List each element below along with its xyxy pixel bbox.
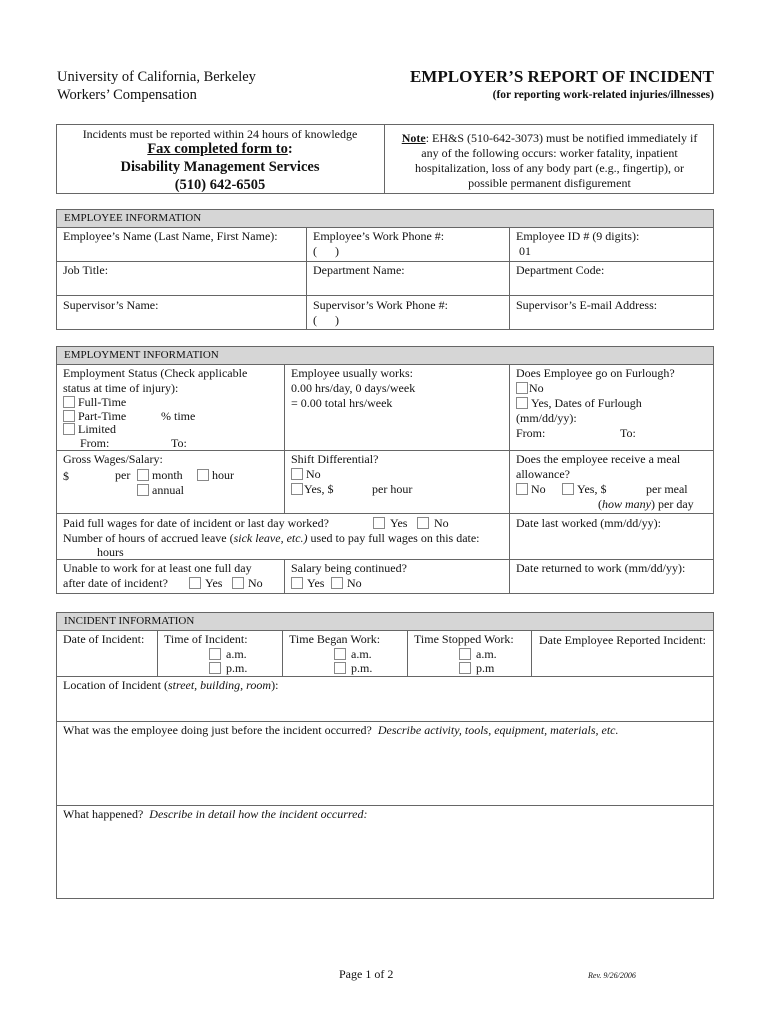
date-returned-label: Date returned to work (mm/dd/yy): <box>516 561 686 575</box>
paid-full-yes-option[interactable] <box>373 516 407 531</box>
job-title-label: Job Title: <box>63 263 109 277</box>
location-post: ): <box>271 678 279 692</box>
furlough-to-label: To: <box>620 426 636 440</box>
unable-yes-checkbox[interactable] <box>189 577 201 589</box>
stopped-am-option[interactable] <box>459 647 497 662</box>
dms-phone: (510) 642-6505 <box>174 177 266 193</box>
total-hrs-value: = 0.00 total hrs/week <box>291 396 393 410</box>
meal-no-option[interactable] <box>516 482 546 497</box>
incident-row-line-2 <box>56 721 714 722</box>
employee-col-line-1 <box>306 227 307 330</box>
fax-label: Fax completed form to <box>147 141 288 157</box>
began-am-checkbox[interactable] <box>334 648 346 660</box>
paid-full-no-option[interactable] <box>417 516 449 531</box>
incident-pm-checkbox[interactable] <box>209 662 221 674</box>
supervisor-name-label: Supervisor’s Name: <box>63 298 159 312</box>
doing-question-text: What was the employee doing just before the incident occurred? <box>63 723 372 737</box>
happened-field[interactable] <box>57 824 713 898</box>
limited-to-label: To: <box>171 436 187 450</box>
meal-yes-option[interactable] <box>562 482 606 497</box>
stopped-am-label: a.m. <box>476 647 497 661</box>
employment-col-line-1 <box>284 364 285 513</box>
meal-no-checkbox[interactable] <box>516 483 528 495</box>
wages-annual-option[interactable] <box>137 483 184 498</box>
hrs-day-value: 0.00 hrs/day, 0 days/week <box>291 381 416 395</box>
form-title: EMPLOYER’S REPORT OF INCIDENT <box>409 67 714 86</box>
how-many-text: how many <box>602 497 651 511</box>
accrued-leave-question <box>63 531 480 546</box>
note-line-2: any of the following occurs: worker fatality, inpatient <box>421 146 678 160</box>
org-line-2: Workers’ Compensation <box>57 87 197 103</box>
stopped-pm-label: p.m <box>476 661 495 675</box>
shift-no-option[interactable] <box>291 467 321 482</box>
wages-month-checkbox[interactable] <box>137 469 149 481</box>
incident-col-line-1 <box>157 630 158 676</box>
wages-month-option[interactable] <box>137 468 183 483</box>
note-label: Note <box>401 131 426 145</box>
shift-yes-option[interactable] <box>291 482 333 497</box>
unable-yes-label: Yes <box>205 576 223 590</box>
supervisor-phone-label: Supervisor’s Work Phone #: <box>313 298 448 312</box>
accrued-post: used to pay full wages on this date: <box>307 531 480 545</box>
shift-no-checkbox[interactable] <box>291 468 303 480</box>
employee-col-line-2 <box>509 227 510 330</box>
employee-row-line-1 <box>56 261 714 262</box>
wages-hour-option[interactable] <box>197 468 234 483</box>
paid-full-no-label: No <box>434 516 449 530</box>
employment-row-line-3 <box>56 559 714 560</box>
note-line-4: possible permanent disfigurement <box>468 176 631 190</box>
employee-id-field[interactable]: 01 <box>519 244 531 258</box>
stopped-pm-option[interactable] <box>459 661 494 676</box>
shift-yes-checkbox[interactable] <box>291 483 303 495</box>
stopped-pm-checkbox[interactable] <box>459 662 471 674</box>
meal-no-label: No <box>531 482 546 496</box>
incident-row-line-3 <box>56 805 714 806</box>
employment-section-header: EMPLOYMENT INFORMATION <box>56 346 714 365</box>
unable-work-question-2: after date of incident? <box>63 576 168 590</box>
doing-hint: Describe activity, tools, equipment, materials, etc. <box>377 723 619 737</box>
incident-pm-option[interactable] <box>209 661 247 676</box>
part-time-label: Part-Time <box>78 409 127 423</box>
wages-hour-checkbox[interactable] <box>197 469 209 481</box>
incident-row-line-1 <box>56 676 714 677</box>
wages-annual-checkbox[interactable] <box>137 484 149 496</box>
incident-am-option[interactable] <box>209 647 247 662</box>
unable-yes-option[interactable] <box>189 576 222 591</box>
furlough-no-label: No <box>529 381 544 395</box>
incident-col-line-4 <box>531 630 532 676</box>
furlough-yes-label: Yes, Dates of Furlough <box>531 396 642 410</box>
dms-dept: Disability Management Services <box>120 159 320 175</box>
unable-no-label: No <box>248 576 263 590</box>
limited-checkbox[interactable] <box>63 423 75 435</box>
shift-yes-label: Yes, $ <box>304 482 334 496</box>
accrued-hours-label: hours <box>97 545 124 559</box>
employee-section-header: EMPLOYEE INFORMATION <box>56 209 714 228</box>
happened-hint: Describe in detail how the incident occurred: <box>149 807 368 821</box>
status-label-2: status at time of injury): <box>63 381 179 395</box>
gross-wages-label: Gross Wages/Salary: <box>63 452 163 466</box>
paid-full-yes-label: Yes <box>390 516 408 530</box>
employment-row-line-2 <box>56 513 714 514</box>
limited-label: Limited <box>78 422 116 436</box>
employment-row-line-1 <box>56 450 714 451</box>
shift-no-label: No <box>306 467 321 481</box>
note-text-1: : EH&S (510-642-3073) must be notified immediately if <box>425 131 698 145</box>
doing-field[interactable] <box>57 740 713 804</box>
salary-yes-option[interactable] <box>291 576 324 591</box>
note-line-3: hospitalization, loss of any body part (e.g., fingertip), or <box>415 161 684 175</box>
meal-question-2: allowance? <box>516 467 570 481</box>
meal-per-day: (how many) per day <box>598 497 694 511</box>
salary-no-checkbox[interactable] <box>331 577 343 589</box>
meal-yes-checkbox[interactable] <box>562 483 574 495</box>
full-time-label: Full-Time <box>78 395 127 409</box>
salary-no-option[interactable] <box>331 576 362 591</box>
employment-col-line-1b <box>284 559 285 594</box>
location-italic: street, building, room <box>167 678 272 692</box>
incident-am-checkbox[interactable] <box>209 648 221 660</box>
time-stopped-label: Time Stopped Work: <box>414 632 514 646</box>
wages-dollar-sign: $ <box>63 469 69 483</box>
date-reported-label: Date Employee Reported Incident: <box>539 633 706 647</box>
meal-per-meal-label: per meal <box>646 482 688 496</box>
salary-yes-label: Yes <box>307 576 325 590</box>
paid-full-no-checkbox[interactable] <box>417 517 429 529</box>
employee-row-line-2 <box>56 295 714 296</box>
furlough-question: Does Employee go on Furlough? <box>516 366 675 380</box>
salary-no-label: No <box>347 576 362 590</box>
unable-work-question-1: Unable to work for at least one full day <box>63 561 252 575</box>
part-time-checkbox[interactable] <box>63 410 75 422</box>
meal-yes-label: Yes, $ <box>577 482 607 496</box>
page-number: Page 1 of 2 <box>339 967 394 981</box>
date-of-incident-label: Date of Incident: <box>63 632 145 646</box>
full-time-checkbox[interactable] <box>63 396 75 408</box>
fax-colon: : <box>287 141 293 157</box>
unable-no-checkbox[interactable] <box>232 577 244 589</box>
began-pm-option[interactable] <box>334 661 372 676</box>
wages-month-label: month <box>152 468 183 482</box>
furlough-from-label: From: <box>516 426 546 440</box>
accrued-pre: Number of hours of accrued leave ( <box>63 531 234 545</box>
began-am-option[interactable] <box>334 647 372 662</box>
limited-option[interactable] <box>63 422 116 437</box>
doing-question <box>63 723 619 738</box>
time-began-label: Time Began Work: <box>289 632 381 646</box>
location-label <box>63 678 278 693</box>
revision-date: Rev. 9/26/2006 <box>588 971 636 980</box>
note-line-1 <box>385 131 714 146</box>
limited-from-label: From: <box>80 436 110 450</box>
paid-full-question: Paid full wages for date of incident or last day worked? <box>63 516 329 530</box>
dept-name-label: Department Name: <box>313 263 405 277</box>
employee-name-label: Employee’s Name (Last Name, First Name): <box>63 229 278 243</box>
incident-col-line-3 <box>407 630 408 676</box>
status-label-1: Employment Status (Check applicable <box>63 366 248 380</box>
wages-per-label: per <box>115 468 131 482</box>
stopped-am-checkbox[interactable] <box>459 648 471 660</box>
employee-phone-field[interactable]: ( ) <box>313 244 339 258</box>
paid-full-yes-checkbox[interactable] <box>373 517 385 529</box>
happened-question-text: What happened? <box>63 807 144 821</box>
per-day-text: ) per day <box>651 497 694 511</box>
wages-hour-label: hour <box>212 468 234 482</box>
unable-no-option[interactable] <box>232 576 263 591</box>
date-last-worked-label: Date last worked (mm/dd/yy): <box>516 516 661 530</box>
employee-phone-label: Employee’s Work Phone #: <box>313 229 445 243</box>
location-field[interactable] <box>57 695 713 720</box>
fax-instruction <box>56 141 384 158</box>
time-of-incident-label: Time of Incident: <box>164 632 248 646</box>
furlough-yes-option[interactable] <box>516 396 642 411</box>
furlough-date-format: (mm/dd/yy): <box>516 411 577 425</box>
pct-time-label: % time <box>161 409 196 423</box>
incident-pm-label: p.m. <box>226 661 248 675</box>
employment-col-line-2 <box>509 364 510 594</box>
supervisor-phone-field[interactable]: ( ) <box>313 313 339 327</box>
furlough-no-option[interactable] <box>516 381 544 396</box>
usually-works-label: Employee usually works: <box>291 366 413 380</box>
org-line-1: University of California, Berkeley <box>57 69 256 85</box>
supervisor-email-label: Supervisor’s E-mail Address: <box>516 298 658 312</box>
form-subtitle: (for reporting work-related injuries/illnesses) <box>492 89 714 101</box>
full-time-option[interactable] <box>63 395 126 410</box>
incident-col-line-2 <box>282 630 283 676</box>
shift-per-hour-label: per hour <box>372 482 413 496</box>
report-deadline-text: Incidents must be reported within 24 hours of knowledge <box>82 127 358 141</box>
accrued-italic: sick leave, etc.) <box>233 531 308 545</box>
incident-section-header: INCIDENT INFORMATION <box>56 612 714 631</box>
salary-yes-checkbox[interactable] <box>291 577 303 589</box>
began-am-label: a.m. <box>351 647 372 661</box>
salary-continued-question: Salary being continued? <box>291 561 407 575</box>
location-pre: Location of Incident ( <box>63 678 168 692</box>
furlough-no-checkbox[interactable] <box>516 382 528 394</box>
dept-code-label: Department Code: <box>516 263 605 277</box>
furlough-yes-checkbox[interactable] <box>516 397 528 409</box>
incident-am-label: a.m. <box>226 647 247 661</box>
began-pm-checkbox[interactable] <box>334 662 346 674</box>
meal-question-1: Does the employee receive a meal <box>516 452 681 466</box>
happened-question <box>63 807 367 822</box>
shift-diff-label: Shift Differential? <box>291 452 379 466</box>
wages-annual-label: annual <box>152 483 184 497</box>
began-pm-label: p.m. <box>351 661 373 675</box>
employee-id-label: Employee ID # (9 digits): <box>516 229 640 243</box>
